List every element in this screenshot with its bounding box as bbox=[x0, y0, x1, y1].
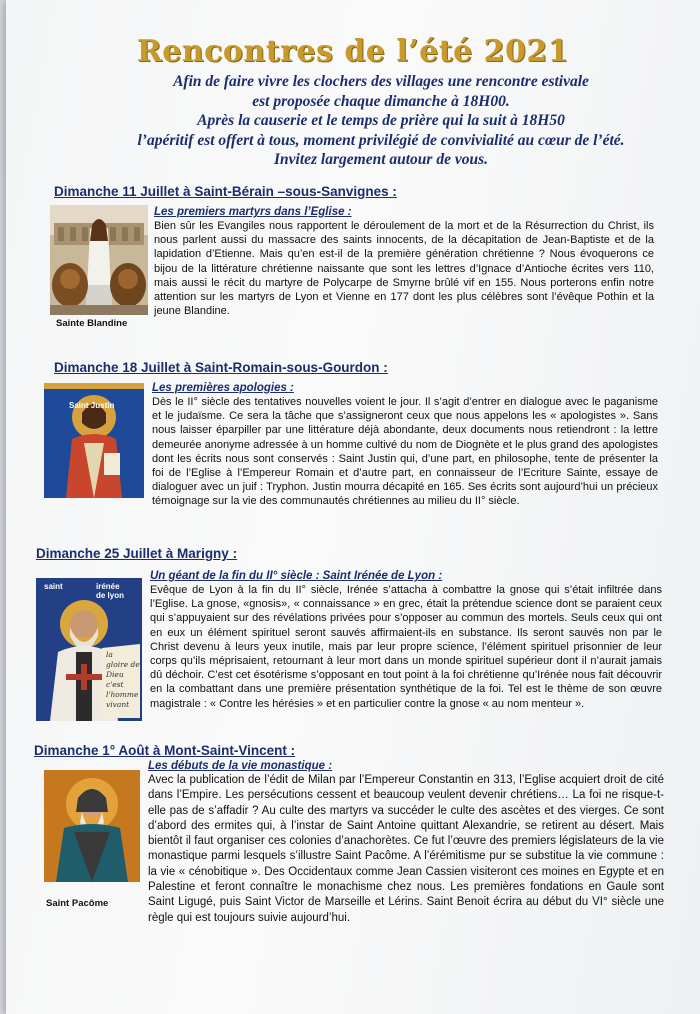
section-body: Evêque de Lyon à la fin du II° siècle, Irénée s’attacha à combattre la gnose qui s’était infiltrée dans l’Eglise. La gnose, «gnosis», « connaissance » en grec, était la prétendue science dont se paraient ceux qui s’appuyaient sur des révélations privées pour s’opposer au commun des mortels. Seuls ceux qui ont en eux un élément spirituel seront sauvés affirmaient-ils en substance. Ils seront sauvés non par le Christ devenu à leurs yeux inutile, mais par leur propre science, l’élément spirituel prisonnier de leur corps qu’ils méprisaient, retournant à leur mort dans un monde spirituel supérieur dont il n’aurait jamais dû déchoir. C’est cet ésotérisme s’opposant en tout point à la foi chrétienne qu’Irénée nous fait découvrir en la combattant dans une première présentation synthétique de la foi. Tel est le thème de son œuvre magistrale : « Contre les hérésies » et en particulier contre la gnose « au nom menteur ». bbox=[150, 584, 662, 710]
saint-pacome-image bbox=[44, 770, 140, 882]
scroll-text bbox=[106, 650, 140, 710]
image-caption: Saint Pacôme bbox=[46, 898, 109, 909]
intro-paragraph bbox=[86, 72, 676, 170]
saint-irenee-image bbox=[36, 578, 142, 721]
sainte-blandine-image bbox=[50, 205, 148, 315]
scroll-line: l'homme bbox=[106, 690, 139, 699]
section-body: Bien sûr les Evangiles nous rapportent le déroulement de la mort et de la Résurrection du Christ, ils nous parlent aussi du massacre des saints innocents, de la décapitation de Jean-Baptiste et de la lapidation d’Etienne. Mais qu’en est-il de la première génération chrétienne ? Nous évoquerons ce bijou de la littérature chrétienne naissante que sont les lettres d’Ignace d’Antioche écrites vers 110, mais aussi le récit du martyre de Polycarpe de Smyrne brûlé vif en 155. Nous porterons enfin notre attention sur les martyrs de Lyon et Vienne en 177 dont les plus célèbres sont l’évêque Pothin et la jeune Blandine. bbox=[154, 220, 654, 318]
section-body: Dès le II° siècle des tentatives nouvelles voient le jour. Il s’agit d’entrer en dialogue avec le paganisme et le judaïsme. Ce sera la tâche que s’assigneront ceux que nous appelons les « apologistes ». Sans nous laisser éparpiller par une littérature déjà abondante, deux documents nous retiendront : la lettre demeurée anonyme adressée à un homme cultivé du nom de Diognète et le plus grand des apologistes dont les écrits nous sont conservés : Saint Justin qui, d’une part, en philosophe, tente de présenter la foi de l’Eglise à l’Empereur Romain et d’autre part, en connaisseur de l’Ecriture Sainte, essaye de dialoguer avec un juif : Tryphon. Justin mourra décapité en 165. Ses écrits sont aujourd’hui un précieux témoignage sur la vie des communautés chrétiennes au milieu du II° siècle. bbox=[152, 396, 658, 508]
scroll-line: la bbox=[106, 650, 113, 659]
scroll-line: gloire de bbox=[106, 660, 140, 669]
scroll-line: c'est bbox=[106, 680, 124, 689]
section-heading-july-25: Dimanche 25 Juillet à Marigny : bbox=[36, 546, 238, 561]
intro-line: Afin de faire vivre les clochers des villages une rencontre estivale bbox=[173, 73, 589, 90]
section-subtitle: Les premiers martyrs dans l’Eglise : bbox=[154, 206, 352, 218]
image-label-line: irénée bbox=[96, 582, 120, 591]
intro-line: Après la causerie et le temps de prière qui la suit à 18H50 bbox=[197, 112, 565, 129]
intro-line: Invitez largement autour de vous. bbox=[273, 151, 488, 168]
image-label-line: de lyon bbox=[96, 591, 125, 600]
section-heading-aug-1: Dimanche 1° Août à Mont-Saint-Vincent : bbox=[34, 743, 296, 758]
saint-justin-image bbox=[44, 383, 144, 498]
scroll-line: Dieu bbox=[106, 670, 124, 679]
blandine-illustration bbox=[50, 205, 148, 315]
intro-line: l’apéritif est offert à tous, moment privilégié de convivialité au cœur de l’été. bbox=[137, 131, 625, 149]
image-label-line: saint bbox=[44, 582, 63, 591]
intro-line: est proposée chaque dimanche à 18H00. bbox=[252, 92, 510, 110]
section-subtitle: Les premières apologies : bbox=[152, 382, 294, 394]
image-label bbox=[44, 582, 63, 591]
section-subtitle: Les débuts de la vie monastique : bbox=[148, 760, 333, 772]
scroll-line: vivant bbox=[106, 700, 130, 709]
section-subtitle: Un géant de la fin du II° siècle : Saint Irénée de Lyon : bbox=[150, 570, 443, 582]
image-label bbox=[96, 582, 124, 600]
flyer-page bbox=[6, 0, 700, 1014]
section-body: Avec la publication de l’édit de Milan par l’Empereur Constantin en 313, l’Eglise acquiert droit de cité dans l’Empire. Les persécutions cessent et beaucoup veulent devenir chrétiens… La foi ne risque-t-elle pas de s’affadir ? Au culte des martyrs va succéder le culte des ascètes et des vierges. Ce sont d’abord des ermites qui, à l’instar de Saint Antoine quittant Alexandrie, se retirent au désert. Mais bientôt il faut organiser ces colonies d’anachorètes. Ce fut l’œuvre des premiers législateurs de la vie monastique parmi lesquels s’illustre Saint Pacôme. A l’érémitisme pur se substitue la vie commune : la vie « cénobitique ». Des Occidentaux comme Jean Cassien visiteront ces moines en Egypte et en Palestine et feront connaître le monachisme chez nous. Les premières fondations en Gaule sont Saint Ligugé, puis Saint Victor de Marseille et Lérins. Saint Benoit écrira au début du VI° siècle une règle qui est toujours suivie aujourd’hui. bbox=[148, 774, 664, 924]
section-heading-july-11: Dimanche 11 Juillet à Saint-Bérain –sous-Sanvignes : bbox=[54, 184, 397, 199]
pacome-illustration bbox=[44, 770, 140, 882]
image-label: Saint Justin bbox=[69, 401, 115, 410]
page-title: Rencontres de l’été 2021 bbox=[136, 34, 570, 69]
image-caption: Sainte Blandine bbox=[56, 318, 128, 329]
section-heading-july-18: Dimanche 18 Juillet à Saint-Romain-sous-Gourdon : bbox=[54, 360, 388, 375]
